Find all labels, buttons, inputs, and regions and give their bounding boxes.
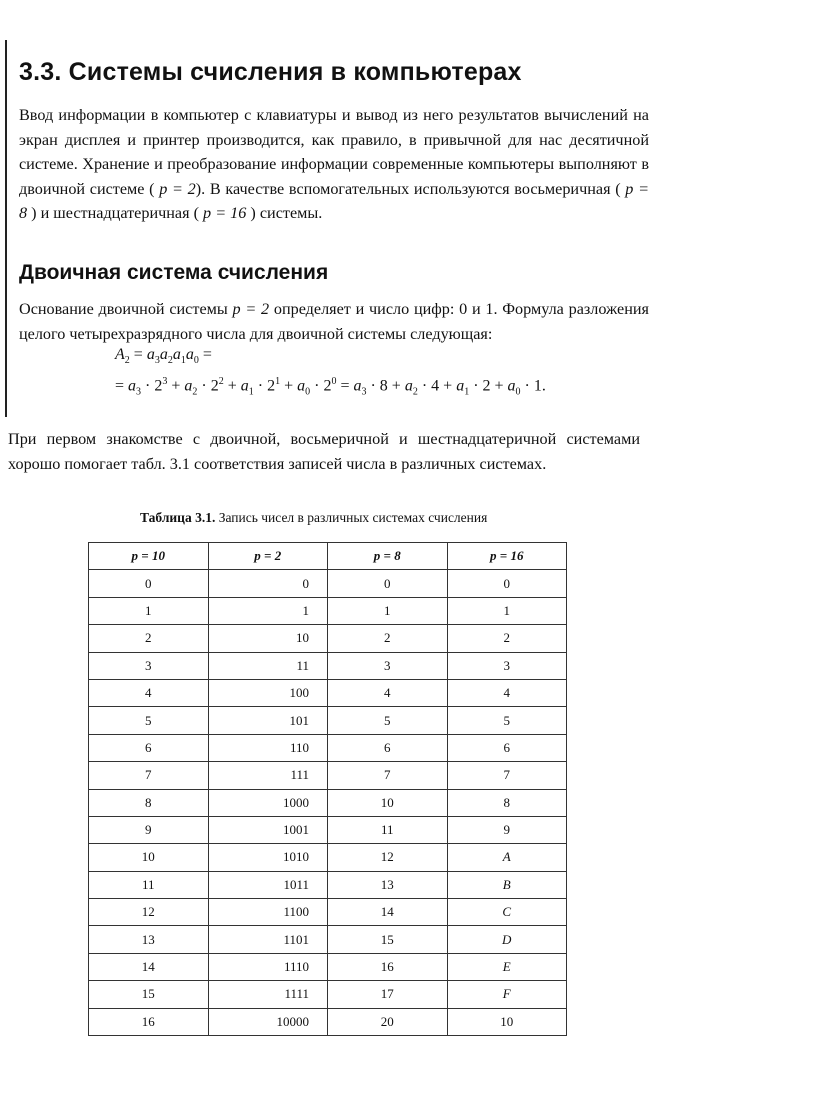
table-cell: 5 (447, 707, 567, 734)
table-cell: 14 (89, 953, 209, 980)
table-cell: 1101 (208, 926, 328, 953)
table-row (89, 597, 567, 624)
table-cell: 0 (328, 570, 448, 597)
table-cell: 6 (447, 734, 567, 761)
table-cell: 17 (328, 981, 448, 1008)
table-cell: 1 (208, 597, 328, 624)
base-16-notation: p = 16 (203, 204, 247, 222)
table-cell: 9 (89, 816, 209, 843)
table-cell: 0 (208, 570, 328, 597)
table-cell: 12 (89, 899, 209, 926)
table-cell: E (447, 953, 567, 980)
number-systems-table (88, 542, 567, 1036)
table-cell: 13 (328, 871, 448, 898)
table-cell: 7 (447, 762, 567, 789)
header-p2: p = 2 (254, 548, 282, 564)
intro-paragraph (19, 103, 649, 226)
table-cell: 1 (328, 597, 448, 624)
table-cell: D (447, 926, 567, 953)
formula-line-2: = $a_3 \cdot 2^3 + a_2 \cdot 2^2 + a_1 \cdot 2^1 + a_0 \cdot 2^0 = a_3 \cdot 8 + a_2 \cdot 4 + a_1 \cdot 2 + a_0 \cdot 1$. (115, 376, 546, 398)
table-cell: 2 (447, 625, 567, 652)
table-row (89, 570, 567, 597)
table-cell: 1000 (208, 789, 328, 816)
binary-subheading: Двоичная система счисления (19, 261, 329, 284)
table-cell: 3 (89, 652, 209, 679)
table-row (89, 625, 567, 652)
table-cell: 5 (328, 707, 448, 734)
table-cell: 8 (89, 789, 209, 816)
table-cell: 0 (447, 570, 567, 597)
table-row (89, 816, 567, 843)
table-row (89, 762, 567, 789)
table-cell: A (447, 844, 567, 871)
table-cell: C (447, 899, 567, 926)
header-cell (89, 543, 209, 570)
table-row (89, 899, 567, 926)
table-cell: 3 (447, 652, 567, 679)
table-cell: 6 (328, 734, 448, 761)
table-cell: 1111 (208, 981, 328, 1008)
table-cell: 11 (208, 652, 328, 679)
table-caption (140, 510, 487, 526)
table-cell: 13 (89, 926, 209, 953)
table-row (89, 789, 567, 816)
closing-paragraph: При первом знакомстве с двоичной, восьмеричной и шестнадцатеричной системами хорошо помогает табл. 3.1 соответствия записей числа в различных системах. (8, 430, 640, 473)
binary-text-1: Основание двоичной системы (19, 300, 228, 318)
table-cell: 1 (89, 597, 209, 624)
table-cell: 15 (328, 926, 448, 953)
table-cell: 10 (89, 844, 209, 871)
table-row (89, 734, 567, 761)
header-p10: p = 10 (131, 548, 165, 564)
base-8-notation: p = 8 (19, 179, 649, 222)
section-heading: 3.3. Системы счисления в компьютерах (19, 58, 522, 86)
table-row (89, 679, 567, 706)
table-cell: F (447, 981, 567, 1008)
table-caption-label: Таблица 3.1. (140, 510, 216, 525)
table-cell: 20 (328, 1008, 448, 1035)
header-cell (447, 543, 567, 570)
table-cell: B (447, 871, 567, 898)
table-cell: 11 (328, 816, 448, 843)
table-cell: 16 (89, 1008, 209, 1035)
table-cell: 15 (89, 981, 209, 1008)
table-header-row (89, 543, 567, 570)
header-cell (208, 543, 328, 570)
table-cell: 9 (447, 816, 567, 843)
intro-text-3: ) и шестнадцатеричная ( (31, 204, 199, 222)
table-row (89, 871, 567, 898)
table-cell: 10 (328, 789, 448, 816)
table-cell: 7 (89, 762, 209, 789)
header-cell (328, 543, 448, 570)
table-cell: 3 (328, 652, 448, 679)
base-2-notation: p = 2 (159, 179, 196, 198)
table-cell: 1100 (208, 899, 328, 926)
header-p8: p = 8 (373, 548, 401, 564)
table-row (89, 1008, 567, 1035)
table-cell: 4 (447, 679, 567, 706)
table-caption-text: Запись чисел в различных системах счисления (218, 510, 488, 525)
table-cell: 100 (208, 679, 328, 706)
table-cell: 110 (208, 734, 328, 761)
header-p16: p = 16 (490, 548, 524, 564)
table-cell: 10000 (208, 1008, 328, 1035)
table-row (89, 926, 567, 953)
formula-line-1: $A_2 = a_3a_2a_1a_0$ = (115, 346, 212, 367)
table-row (89, 953, 567, 980)
binary-base-notation: p = 2 (232, 300, 270, 318)
intro-text-4: ) системы. (250, 204, 323, 222)
table-cell: 16 (328, 953, 448, 980)
table-cell: 1001 (208, 816, 328, 843)
table-cell: 1110 (208, 953, 328, 980)
table-cell: 10 (447, 1008, 567, 1035)
table-cell: 1011 (208, 871, 328, 898)
binary-paragraph (19, 297, 649, 346)
table-cell: 101 (208, 707, 328, 734)
table-cell: 111 (208, 762, 328, 789)
table-cell: 0 (89, 570, 209, 597)
table-cell: 1 (447, 597, 567, 624)
table-cell: 12 (328, 844, 448, 871)
intro-text-2: ). В качестве вспомогательных используются восьмеричная ( (195, 179, 621, 198)
table-row (89, 707, 567, 734)
table-row (89, 844, 567, 871)
table-cell: 4 (89, 679, 209, 706)
binary-text-2: определяет и число цифр: 0 и 1. Формула разложения целого четырехразрядного числа для двоичной системы следующая: (19, 300, 649, 343)
table-row (89, 652, 567, 679)
table-body (89, 570, 567, 1036)
table-cell: 2 (89, 625, 209, 652)
table-cell: 1010 (208, 844, 328, 871)
table-cell: 5 (89, 707, 209, 734)
table-cell: 2 (328, 625, 448, 652)
table-cell: 8 (447, 789, 567, 816)
table-cell: 7 (328, 762, 448, 789)
table-cell: 14 (328, 899, 448, 926)
intro-text-1: Ввод информации в компьютер с клавиатуры и вывод из него результатов вычислений на экран дисплея и принтер производится, как правило, в привычной для нас десятичной системе. Хранение и преобразование информации современные компьютеры выполняют в двоичной системе ( (19, 106, 649, 198)
table-cell: 6 (89, 734, 209, 761)
table-row (89, 981, 567, 1008)
table-cell: 4 (328, 679, 448, 706)
table-cell: 11 (89, 871, 209, 898)
table-cell: 10 (208, 625, 328, 652)
margin-change-bar (5, 40, 7, 417)
